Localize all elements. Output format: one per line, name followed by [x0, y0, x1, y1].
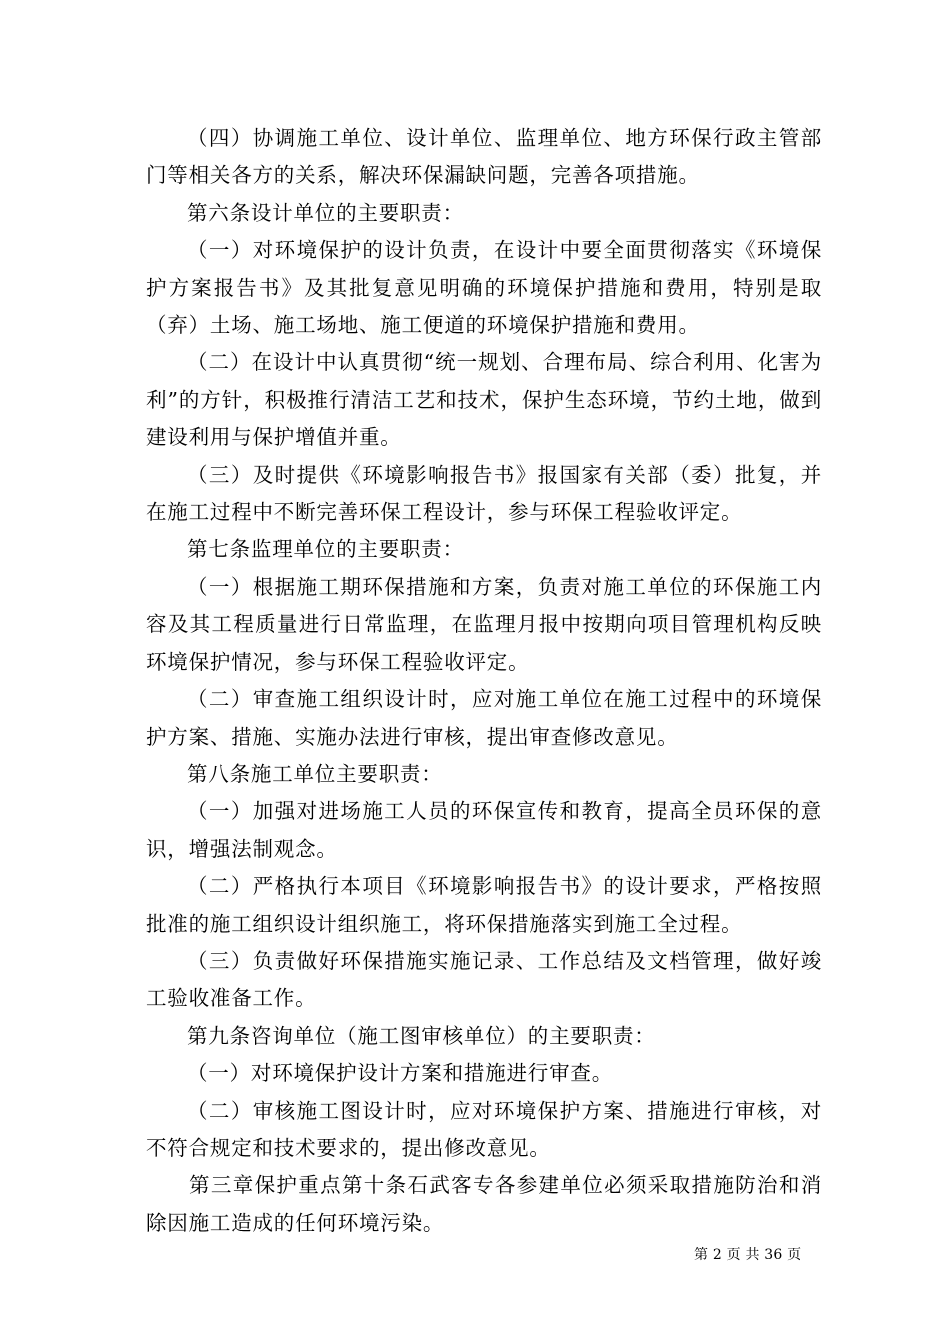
page-number: 第 2 页 共 36 页	[694, 1247, 802, 1263]
paragraph-construction-3: （三）负责做好环保措施实施记录、工作总结及文档管理，做好竣工验收准备工作。	[146, 948, 822, 1011]
paragraph-design-1: （一）对环境保护的设计负责，在设计中要全面贯彻落实《环境保护方案报告书》及其批复意见明确的环境保护措施和费用，特别是取（弃）土场、施工场地、施工便道的环境保护措施和费用。	[146, 238, 822, 338]
heading-article-8: 第八条施工单位主要职责：	[187, 761, 443, 786]
paragraph-supervision-1: （一）根据施工期环保措施和方案，负责对施工单位的环保施工内容及其工程质量进行日常监理，在监理月报中按期向项目管理机构反映环境保护情况，参与环保工程验收评定。	[146, 574, 822, 674]
heading-article-6: 第六条设计单位的主要职责：	[187, 200, 464, 225]
paragraph-consulting-2: （二）审核施工图设计时，应对环境保护方案、措施进行审核，对不符合规定和技术要求的，提出修改意见。	[146, 1098, 822, 1160]
paragraph-design-3: （三）及时提供《环境影响报告书》报国家有关部（委）批复，并在施工过程中不断完善环保工程设计，参与环保工程验收评定。	[146, 462, 822, 525]
paragraph-design-2: （二）在设计中认真贯彻“统一规划、合理布局、综合利用、化害为利”的方针，积极推行清洁工艺和技术，保护生态环境，节约土地，做到建设利用与保护增值并重。	[146, 350, 822, 450]
paragraph-chapter-3: 第三章保护重点第十条石武客专各参建单位必须采取措施防治和消除因施工造成的任何环境污染。	[146, 1173, 822, 1235]
heading-article-9: 第九条咨询单位（施工图审核单位）的主要职责：	[187, 1023, 656, 1048]
paragraph-construction-2: （二）严格执行本项目《环境影响报告书》的设计要求，严格按照批准的施工组织设计组织施工，将环保措施落实到施工全过程。	[146, 874, 822, 936]
body-text	[146, 120, 822, 1242]
paragraph-coordination: （四）协调施工单位、设计单位、监理单位、地方环保行政主管部门等相关各方的关系，解决环保漏缺问题，完善各项措施。	[146, 126, 822, 188]
paragraph-construction-1: （一）加强对进场施工人员的环保宣传和教育，提高全员环保的意识，增强法制观念。	[146, 799, 822, 861]
paragraph-consulting-1: （一）对环境保护设计方案和措施进行审查。	[187, 1061, 613, 1086]
heading-article-7: 第七条监理单位的主要职责：	[187, 537, 464, 562]
paragraph-supervision-2: （二）审查施工组织设计时，应对施工单位在施工过程中的环境保护方案、措施、实施办法进行审核，提出审查修改意见。	[146, 687, 822, 749]
